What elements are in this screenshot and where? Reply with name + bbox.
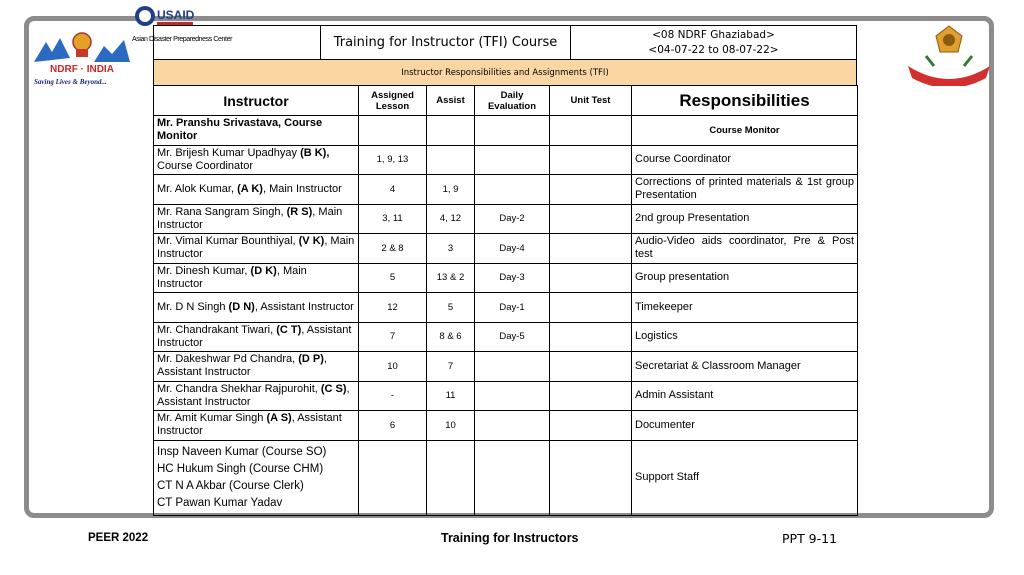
instructor-code: (C T) xyxy=(276,323,302,336)
assigned-lesson-cell: 6 xyxy=(359,411,427,441)
footer-page: PPT 9-11 xyxy=(782,531,838,546)
empty-cell xyxy=(550,440,632,515)
daily-evaluation-cell: Day-1 xyxy=(475,293,550,323)
instructor-role: , Main Instructor xyxy=(157,264,307,290)
daily-evaluation-cell xyxy=(475,116,550,146)
assist-cell: 13 & 2 xyxy=(427,263,475,293)
support-name: CT Pawan Kumar Yadav xyxy=(157,496,283,509)
instructor-role: , Assistant Instructor xyxy=(157,353,327,379)
assigned-lesson-cell xyxy=(359,116,427,146)
instructor-name: Mr. Chandrakant Tiwari, xyxy=(157,323,277,336)
support-name: HC Hukum Singh (Course CHM) xyxy=(157,462,324,475)
adpc-label: Asian Disaster Preparedness Center xyxy=(132,36,233,43)
subtitle-table xyxy=(153,59,857,86)
instructor-role: , Assistant Instructor xyxy=(157,382,350,408)
empty-cell xyxy=(475,440,550,515)
instructor-role: , Main Instructor xyxy=(157,235,355,261)
instructor-code: (D P) xyxy=(298,353,324,366)
instructor-code: (C S) xyxy=(320,382,347,395)
daily-evaluation-cell xyxy=(475,411,550,441)
unit-test-cell xyxy=(550,411,632,441)
daily-evaluation-cell: Day-3 xyxy=(475,263,550,293)
instructor-name-cell xyxy=(154,204,359,234)
assigned-lesson-cell: 5 xyxy=(359,263,427,293)
assigned-lesson-cell: 4 xyxy=(359,175,427,205)
responsibility-cell: Admin Assistant xyxy=(632,381,858,411)
col-header-assist: Assist xyxy=(427,86,475,116)
course-info xyxy=(571,26,857,60)
instructor-name-cell xyxy=(154,234,359,264)
instructor-name: Mr. Brijesh Kumar Upadhyay xyxy=(157,146,301,159)
assist-cell: 5 xyxy=(427,293,475,323)
responsibility-cell: Secretariat & Classroom Manager xyxy=(632,352,858,382)
ndrf-logo xyxy=(32,28,132,86)
assist-cell: 1, 9 xyxy=(427,175,475,205)
responsibility-cell: Course Monitor xyxy=(632,116,858,146)
col-header-unit-test: Unit Test xyxy=(550,86,632,116)
assist-cell: 3 xyxy=(427,234,475,264)
instructor-code: (D K) xyxy=(250,264,277,277)
support-row xyxy=(154,440,858,515)
responsibility-cell: Course Coordinator xyxy=(632,145,858,175)
course-location: <08 NDRF Ghaziabad> xyxy=(652,28,775,41)
assist-cell xyxy=(427,145,475,175)
daily-evaluation-cell xyxy=(475,352,550,382)
footer-center: Training for Instructors xyxy=(441,531,579,545)
assigned-lesson-cell: 7 xyxy=(359,322,427,352)
assignments-table xyxy=(153,85,858,516)
instructor-code: (V K) xyxy=(298,235,325,248)
assist-cell: 10 xyxy=(427,411,475,441)
usaid-text: USAID xyxy=(157,8,195,22)
assigned-lesson-cell: 10 xyxy=(359,352,427,382)
table-row xyxy=(154,352,858,382)
col-header-instructor: Instructor xyxy=(154,86,359,116)
instructor-name: Mr. Dakeshwar Pd Chandra, xyxy=(157,353,299,366)
assist-cell: 7 xyxy=(427,352,475,382)
instructor-name: Mr. D N Singh xyxy=(157,300,229,313)
instructor-name-cell xyxy=(154,175,359,205)
assigned-lesson-cell: 3, 11 xyxy=(359,204,427,234)
support-name: CT N A Akbar (Course Clerk) xyxy=(157,479,304,492)
emblem-logo xyxy=(904,22,994,86)
footer-left: PEER 2022 xyxy=(88,532,149,544)
instructor-name: Mr. Rana Sangram Singh, xyxy=(157,205,287,218)
table-row xyxy=(154,293,858,323)
daily-evaluation-cell: Day-5 xyxy=(475,322,550,352)
assist-cell: 8 & 6 xyxy=(427,322,475,352)
assigned-lesson-cell: - xyxy=(359,381,427,411)
unit-test-cell xyxy=(550,293,632,323)
header-table xyxy=(153,25,857,60)
unit-test-cell xyxy=(550,352,632,382)
daily-evaluation-cell xyxy=(475,381,550,411)
instructor-name: Mr. Dinesh Kumar, xyxy=(157,264,251,277)
table-row xyxy=(154,381,858,411)
empty-cell xyxy=(359,440,427,515)
table-row xyxy=(154,204,858,234)
instructor-name: Mr. Vimal Kumar Bounthiyal, xyxy=(157,235,299,248)
support-responsibility: Support Staff xyxy=(632,440,858,515)
instructor-name: Mr. Chandra Shekhar Rajpurohit, xyxy=(157,382,321,395)
course-dates: <04-07-22 to 08-07-22> xyxy=(648,43,779,56)
col-header-responsibilities: Responsibilities xyxy=(632,86,858,116)
responsibility-cell: Documenter xyxy=(632,411,858,441)
unit-test-cell xyxy=(550,145,632,175)
daily-evaluation-cell: Day-2 xyxy=(475,204,550,234)
unit-test-cell xyxy=(550,381,632,411)
instructor-code: (B K), xyxy=(300,146,330,159)
instructor-code: Mr. Pranshu Srivastava, Course Monitor xyxy=(157,117,323,143)
unit-test-cell xyxy=(550,175,632,205)
instructor-name-cell xyxy=(154,411,359,441)
instructor-code: (R S) xyxy=(286,205,313,218)
table-row xyxy=(154,263,858,293)
responsibility-cell: Group presentation xyxy=(632,263,858,293)
instructor-role: , Main Instructor xyxy=(262,182,342,195)
assist-cell: 4, 12 xyxy=(427,204,475,234)
table-row xyxy=(154,175,858,205)
table-subtitle: Instructor Responsibilities and Assignments (TFI) xyxy=(154,60,857,86)
ndrf-tagline: Saving Lives & Beyond... xyxy=(34,78,107,86)
responsibility-cell: Timekeeper xyxy=(632,293,858,323)
instructor-name-cell xyxy=(154,352,359,382)
daily-evaluation-cell xyxy=(475,175,550,205)
instructor-role: , Assistant Instructor xyxy=(157,323,352,349)
course-title: Training for Instructor (TFI) Course xyxy=(321,26,571,60)
table-row xyxy=(154,234,858,264)
unit-test-cell xyxy=(550,234,632,264)
instructor-name-cell xyxy=(154,145,359,175)
support-name: Insp Naveen Kumar (Course SO) xyxy=(157,445,327,458)
table-row xyxy=(154,145,858,175)
instructor-code: (A S) xyxy=(266,412,292,425)
unit-test-cell xyxy=(550,204,632,234)
assist-cell xyxy=(427,116,475,146)
unit-test-cell xyxy=(550,263,632,293)
responsibility-cell: Audio-Video aids coordinator, Pre & Post test xyxy=(632,234,858,264)
table-row xyxy=(154,411,858,441)
table-row xyxy=(154,116,858,146)
instructor-name-cell xyxy=(154,116,359,146)
unit-test-cell xyxy=(550,322,632,352)
instructor-role: Course Coordinator xyxy=(157,159,253,172)
daily-evaluation-cell: Day-4 xyxy=(475,234,550,264)
instructor-name-cell xyxy=(154,381,359,411)
instructor-name: Mr. Alok Kumar, xyxy=(157,182,238,195)
col-header-assigned: Assigned Lesson xyxy=(359,86,427,116)
responsibility-cell: 2nd group Presentation xyxy=(632,204,858,234)
responsibility-cell: Logistics xyxy=(632,322,858,352)
instructor-name-cell xyxy=(154,322,359,352)
table-row xyxy=(154,322,858,352)
assigned-lesson-cell: 2 & 8 xyxy=(359,234,427,264)
table-header-row xyxy=(154,86,858,116)
assist-cell: 11 xyxy=(427,381,475,411)
col-header-daily: Daily Evaluation xyxy=(475,86,550,116)
instructor-name-cell xyxy=(154,293,359,323)
table-body xyxy=(154,116,858,441)
instructor-name-cell xyxy=(154,263,359,293)
empty-cell xyxy=(427,440,475,515)
responsibility-cell: Corrections of printed materials & 1st group Presentation xyxy=(632,175,858,205)
instructor-name: Mr. Amit Kumar Singh xyxy=(157,412,267,425)
assigned-lesson-cell: 12 xyxy=(359,293,427,323)
daily-evaluation-cell xyxy=(475,145,550,175)
instructor-code: (D N) xyxy=(228,300,255,313)
instructor-role: , Assistant Instructor xyxy=(254,300,354,313)
instructor-role: , Assistant Instructor xyxy=(157,412,342,438)
unit-test-cell xyxy=(550,116,632,146)
support-names-cell xyxy=(154,440,359,515)
instructor-code: (A K) xyxy=(237,182,263,195)
header-empty-cell xyxy=(154,26,321,60)
instructor-role: , Main Instructor xyxy=(157,205,343,231)
assigned-lesson-cell: 1, 9, 13 xyxy=(359,145,427,175)
ndrf-brand-text: NDRF · INDIA xyxy=(50,64,114,75)
